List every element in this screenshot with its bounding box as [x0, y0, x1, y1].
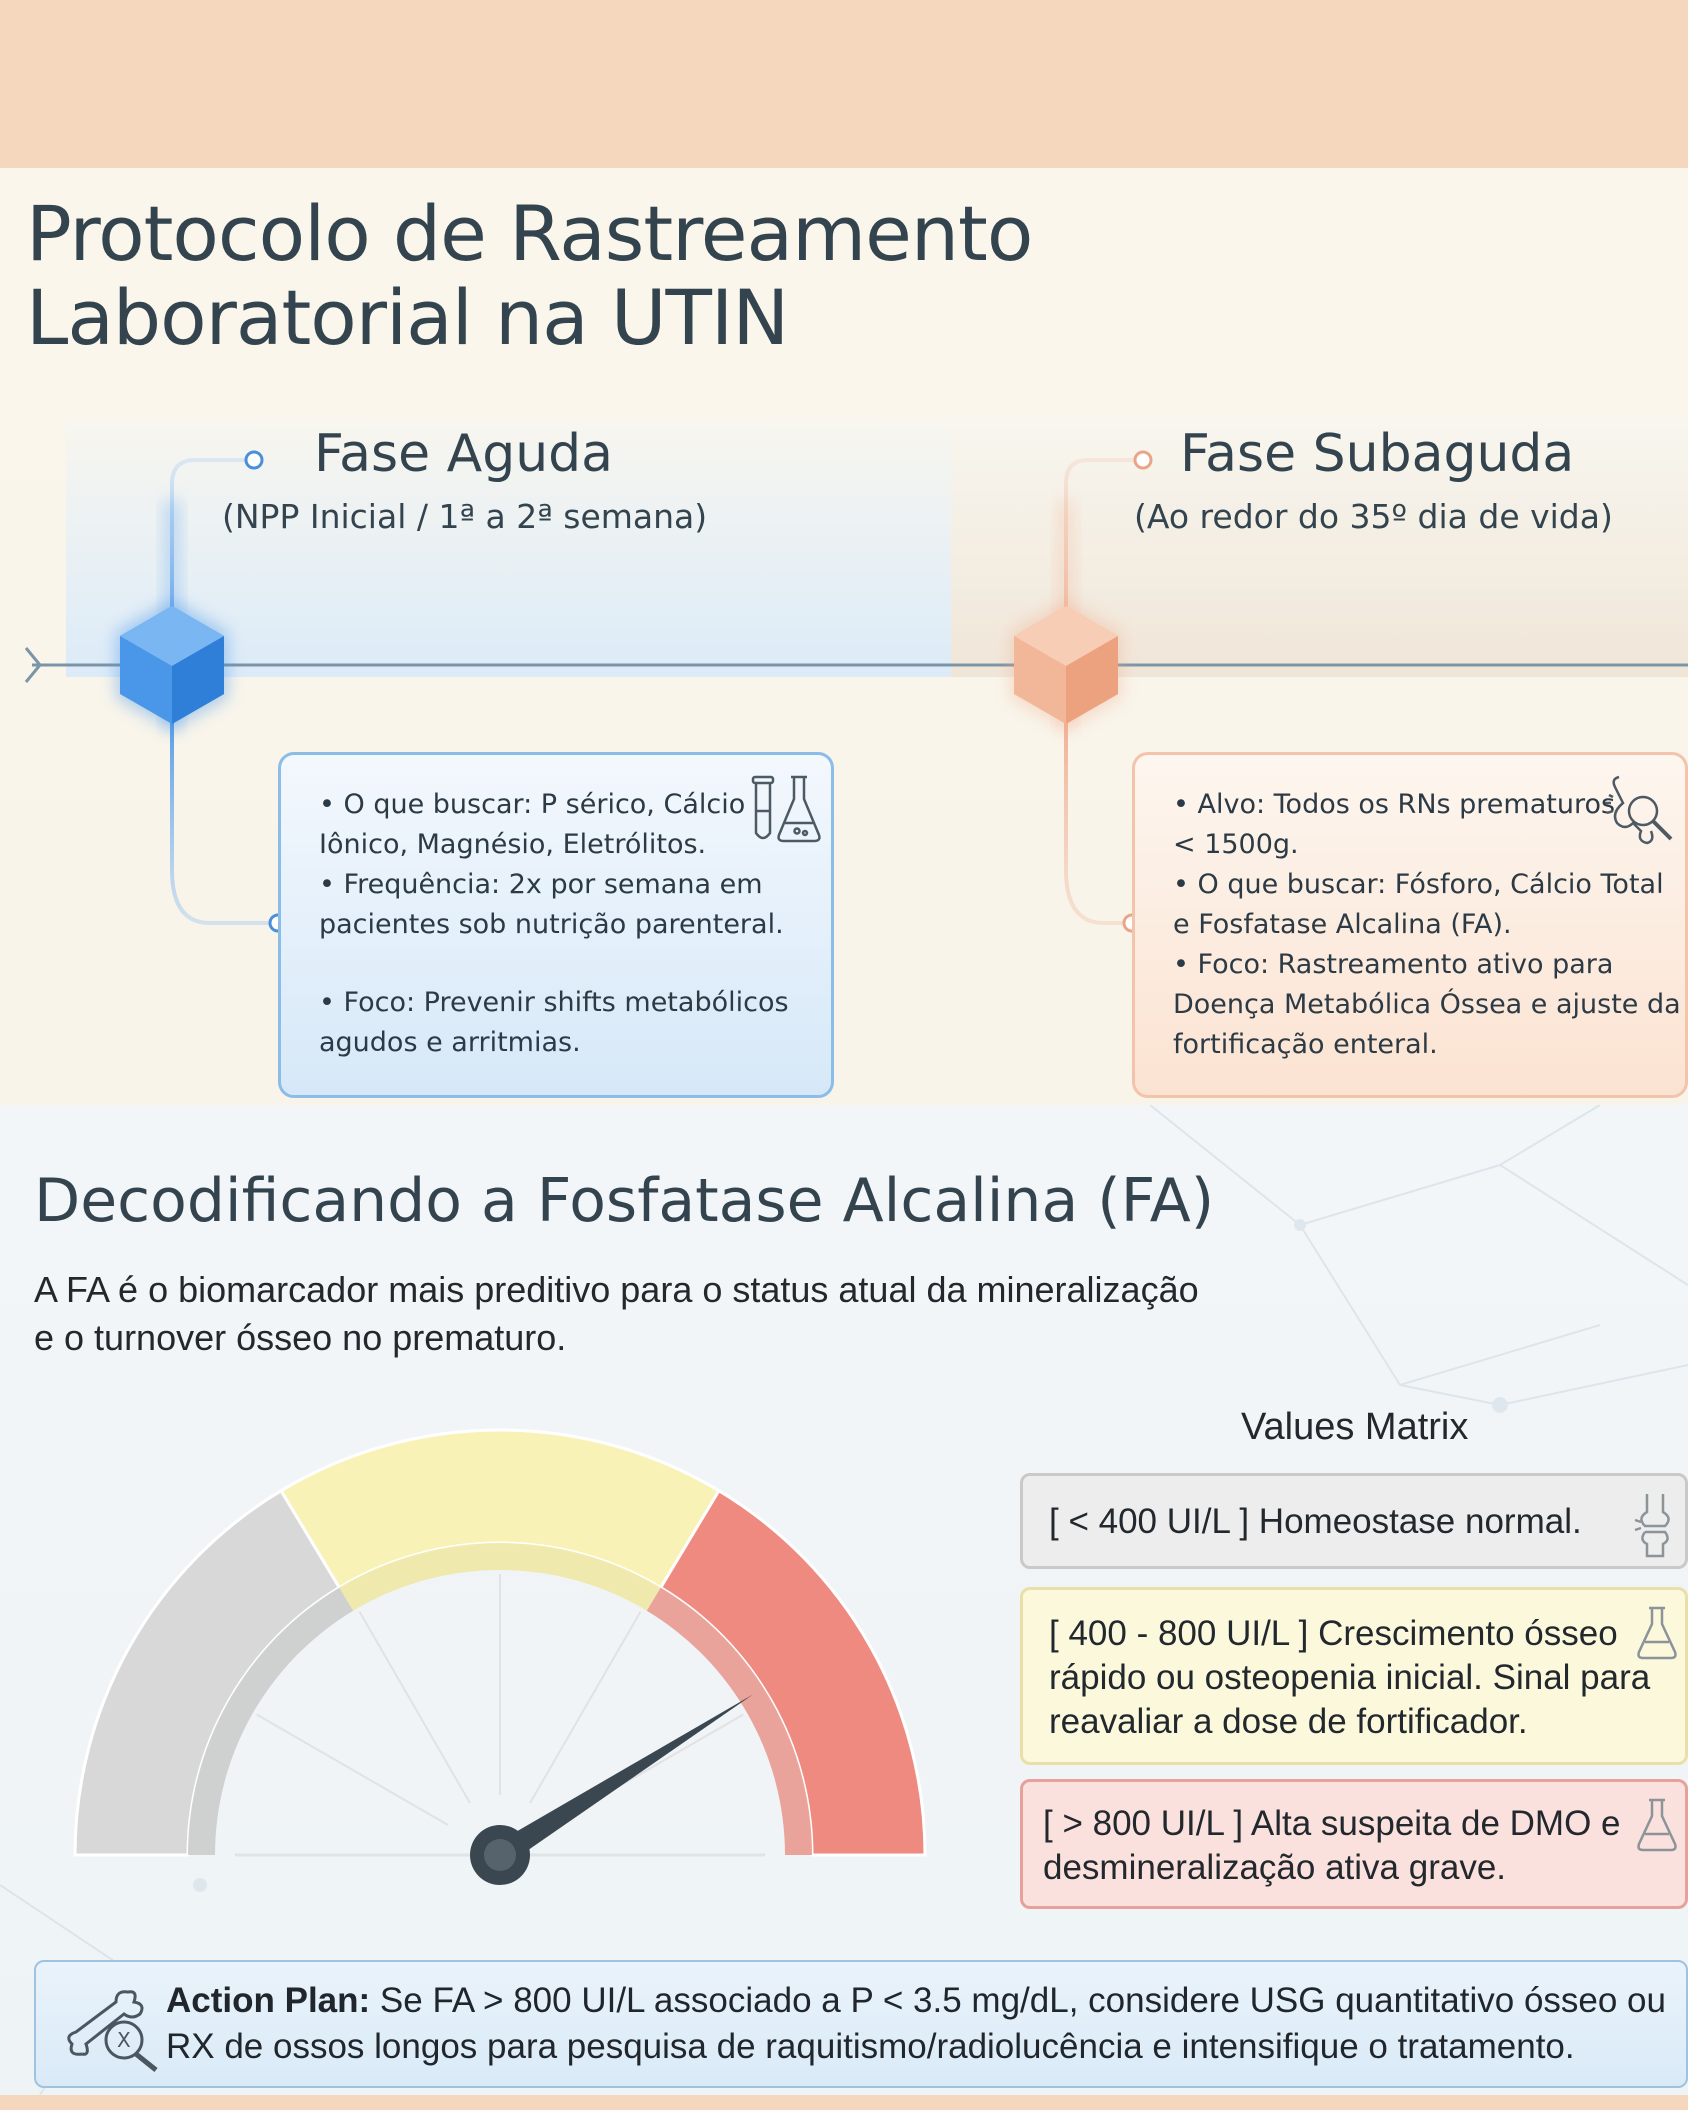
protocol-title [26, 189, 1033, 362]
subacute-card-line: • O que buscar: Fósforo, Cálcio Total [1173, 869, 1664, 900]
gauge-tick [257, 1715, 448, 1826]
matrix-row-text: [ < 400 UI/L ] Homeostase normal. [1049, 1502, 1582, 1541]
matrix-row-text: reavaliar a dose de fortificador. [1049, 1702, 1528, 1741]
subacute-card-line: fortificação enteral. [1173, 1029, 1438, 1060]
values-matrix-title: Values Matrix [1241, 1406, 1469, 1448]
acute-phase-title: Fase Aguda [314, 424, 614, 484]
title-line-1: Protocolo de Rastreamento [26, 189, 1033, 278]
bottom-strip [0, 2095, 1688, 2110]
action-plan-line-2: RX de ossos longos para pesquisa de raquitismo/radiolucência e intensifique o tratamento. [166, 2027, 1575, 2066]
fa-lead-line-2: e o turnover ósseo no prematuro. [34, 1317, 567, 1358]
title-line-2: Laboratorial na UTIN [26, 273, 789, 362]
bone-magnifier-icon [1601, 773, 1677, 847]
acute-node-top [246, 452, 262, 468]
fa-gauge [40, 1400, 960, 1920]
subacute-phase-card [1132, 752, 1688, 1098]
gauge-needle-icon [494, 1694, 754, 1865]
fa-heading: Decodificando a Fosfatase Alcalina (FA) [34, 1166, 1215, 1236]
acute-phase-subtitle: (NPP Inicial / 1ª a 2ª semana) [222, 497, 708, 536]
flask-icon [1635, 1796, 1679, 1854]
matrix-row-high [1020, 1779, 1688, 1909]
gauge-tick [360, 1612, 471, 1803]
subacute-card-line: < 1500g. [1173, 829, 1299, 860]
subacute-phase-subtitle: (Ao redor do 35º dia de vida) [1134, 497, 1613, 536]
test-tube-flask-icon [749, 773, 821, 847]
fa-lead [34, 1266, 1199, 1362]
fa-lead-line-1: A FA é o biomarcador mais preditivo para o status atual da mineralização [34, 1269, 1199, 1310]
gauge-hub-center [484, 1839, 516, 1871]
matrix-row-normal [1020, 1473, 1688, 1569]
acute-card-line: • Foco: Prevenir shifts metabólicos [319, 987, 789, 1018]
action-plan-line-1 [166, 1978, 1666, 2024]
action-plan-label: Action Plan: [166, 1981, 371, 2020]
subacute-card-line: e Fosfatase Alcalina (FA). [1173, 909, 1512, 940]
joint-icon [1633, 1490, 1677, 1560]
subacute-card-line: • Foco: Rastreamento ativo para [1173, 949, 1614, 980]
acute-card-line: agudos e arritmias. [319, 1027, 581, 1058]
acute-card-spacer [319, 945, 789, 983]
matrix-row-text: [ 400 - 800 UI/L ] Crescimento ósseo [1049, 1614, 1618, 1653]
acute-phase-card [278, 752, 834, 1098]
bone-xray-icon [60, 1984, 170, 2074]
subacute-card-line: Doença Metabólica Óssea e ajuste da [1173, 989, 1681, 1020]
svg-text:X: X [117, 2028, 131, 2052]
matrix-row-text: rápido ou osteopenia inicial. Sinal para [1049, 1658, 1651, 1697]
subacute-phase-title: Fase Subaguda [1180, 424, 1575, 484]
matrix-row-text: desmineralização ativa grave. [1043, 1848, 1507, 1887]
flask-icon [1635, 1604, 1679, 1662]
matrix-row-text: [ > 800 UI/L ] Alta suspeita de DMO e [1043, 1804, 1621, 1843]
acute-card-line: • O que buscar: P sérico, Cálcio [319, 789, 746, 820]
matrix-row-moderate [1020, 1587, 1688, 1765]
acute-card-line: pacientes sob nutrição parenteral. [319, 909, 784, 940]
action-plan-text: Se FA > 800 UI/L associado a P < 3.5 mg/dL, considere USG quantitativo ósseo ou [370, 1981, 1666, 2020]
action-plan-box [34, 1960, 1688, 2088]
acute-card-line: • Frequência: 2x por semana em [319, 869, 763, 900]
acute-card-line: Iônico, Magnésio, Eletrólitos. [319, 829, 707, 860]
subacute-node-top [1135, 452, 1151, 468]
top-banner [0, 0, 1688, 168]
subacute-card-line: • Alvo: Todos os RNs prematuros [1173, 789, 1616, 820]
